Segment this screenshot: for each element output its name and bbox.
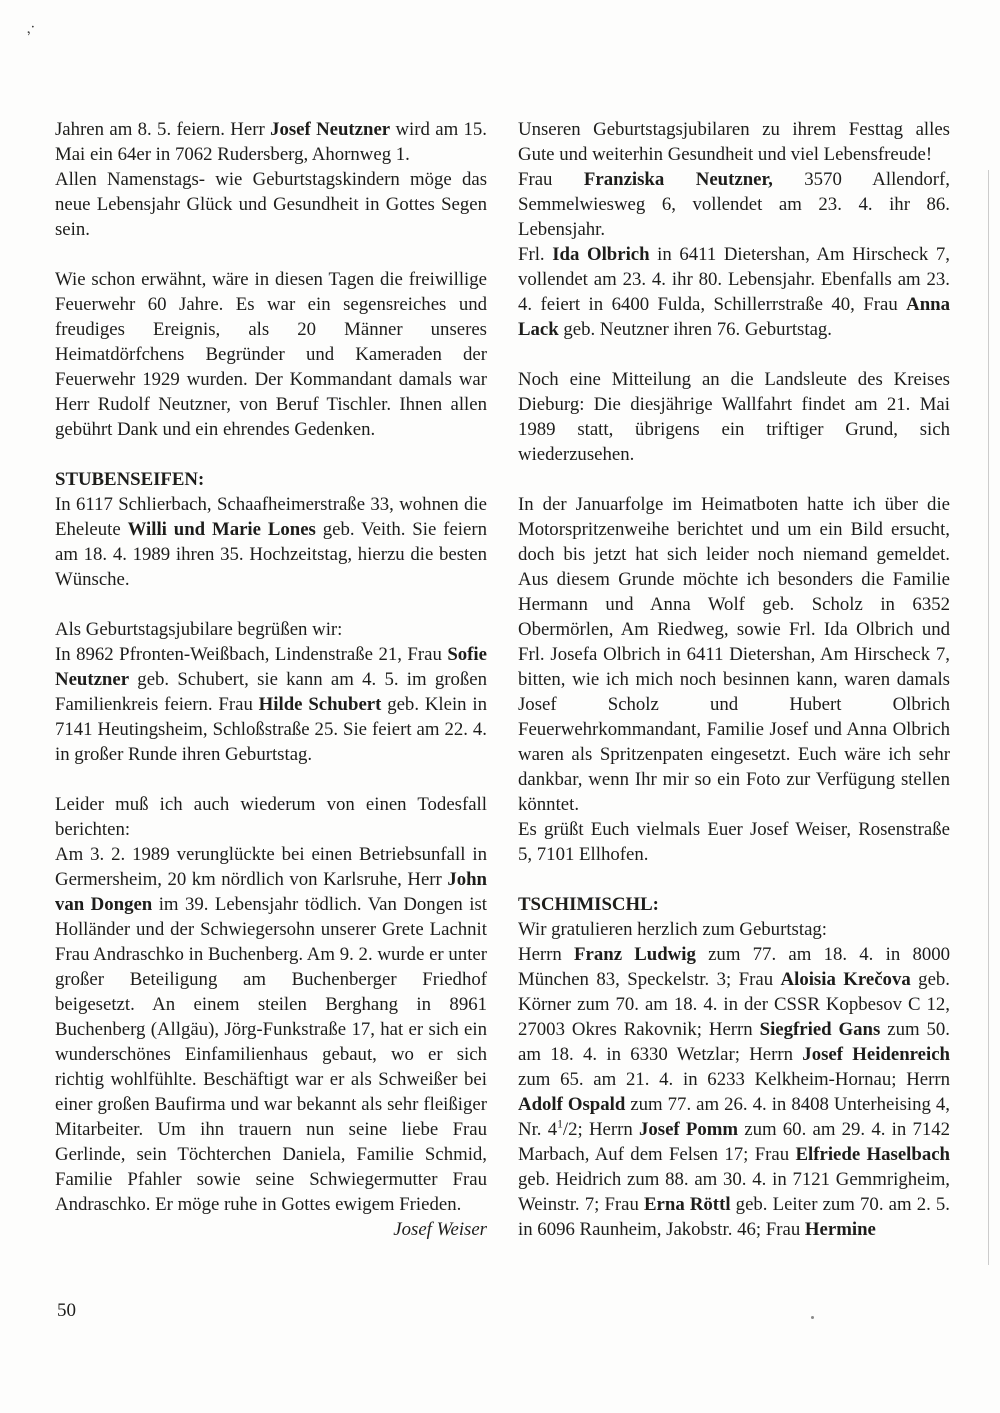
text-run: Unseren Geburtstagsjubilaren zu ihrem Festtag alles Gute und weiterhin Gesundheit und viel Lebensfreude! (518, 119, 950, 165)
text-run: Josef Pomm (638, 1119, 739, 1140)
text-run: Allen Namenstags- wie Geburtstagskindern möge das neue Lebensjahr Glück und Gesundheit in Gottes Segen sein. (55, 169, 487, 240)
paragraph (55, 167, 487, 242)
text-run: geb. Klein in 7141 Heutingsheim, Schloßstraße 25. Sie feiert am 22. 4. in großer Runde ihren Geburtstag. (55, 694, 487, 765)
page-number: 50 (57, 1300, 76, 1321)
text-run: Franz Ludwig (574, 944, 696, 965)
paragraph (518, 167, 950, 242)
text-run: Aloisia Krečova (780, 969, 911, 990)
paragraph (518, 917, 950, 942)
text-run: zum 60. am 29. 4. in 7142 Marbach, Auf dem Felsen 17; Frau (518, 1119, 951, 1165)
text-run: Am 3. 2. 1989 verunglückte bei einen Betriebsunfall in Germersheim, 20 km nördlich von Karlsruhe, Herr (55, 844, 487, 890)
paragraph (518, 367, 950, 467)
paragraph (55, 642, 487, 767)
text-run: Es grüßt Euch vielmals Euer Josef Weiser, Rosenstraße 5, 7101 Ellhofen. (518, 819, 950, 865)
text-run: geb. Heidrich zum 88. am 30. 4. in 7121 Gemmrigheim, Weinstr. 7; Frau (518, 1169, 950, 1215)
text-run: In der Januarfolge im Heimatboten hatte ich über die Motorspritzenweihe berichtet und um ein Bild ersucht, doch bis jetzt hat sich leider noch niemand gemeldet. Aus diesem Grunde möchte ich besonders die Familie Hermann und Anna Wolf geb. Scholz in 6352 Obermörlen, Am Riedweg, sowie Frl. Ida Olbrich und Frl. Josefa Olbrich in 6411 Dietershan, Am Hirscheck 7, bitten, wie ich mich noch besinnen kann, waren damals Josef Scholz und Hubert Olbrich Feuerwehrkommandant, Familie Josef und Anna Olbrich waren als Spritzenpaten eingesetzt. Euch wäre ich sehr dankbar, wenn Ihr mir so ein Foto zur Verfügung stellen könntet. (518, 494, 950, 815)
text-run: geb. Körner zum 70. am 18. 4. in der CSSR Kopbesov C 12, 27003 Okres Rakovnik; Herrn (518, 969, 950, 1040)
text-run: John van Dongen (55, 869, 487, 915)
text-run: 1 (557, 1117, 563, 1131)
text-run: Franziska Neutzner, (583, 169, 773, 190)
paragraph (55, 492, 487, 592)
text-run: Willi und Marie Lones (127, 519, 316, 540)
scan-artifact-mark: ,· (24, 18, 39, 38)
text-run: In 8962 Pfronten-Weißbach, Lindenstraße 21, Frau (55, 644, 448, 665)
text-run: geb. Leiter zum 70. am 2. 5. in 6096 Raunheim, Jakobstr. 46; Frau (518, 1194, 951, 1240)
paragraph (518, 492, 950, 817)
text-run: Jahren am 8. 5. feiern. Herr (55, 119, 271, 140)
paragraph (55, 842, 487, 1217)
text-run: Elfriede Haselbach (795, 1144, 950, 1165)
text-run: Erna Röttl (644, 1194, 731, 1215)
paragraph (55, 617, 487, 642)
text-run: In 6117 Schlierbach, Schaafheimerstraße 33, wohnen die Eheleute (55, 494, 487, 540)
text-run: wird am 15. Mai ein 64er in 7062 Rudersberg, Ahornweg 1. (55, 119, 488, 165)
section-heading (55, 467, 487, 492)
scan-speck-artifact (811, 1316, 814, 1319)
text-run: Anna Lack (518, 294, 950, 340)
text-run: im 39. Lebensjahr tödlich. Van Dongen ist Holländer und der Schwiegersohn unserer Grete Lachnit Frau Andraschko in Buchenberg. Am 9. 2. wurde er unter großer Beteiligung am Buchenberger Friedhof beigesetzt. An einem steilen Berghang in 8961 Buchenberg (Allgäu), Jörg-Funkstraße 17, hat er sich ein wunderschönes Einfamilienhaus gebaut, wo er sich richtig wohlfühlte. Beschäftigt war er als Schweißer bei einer großen Baufirma und war bekannt als sehr fleißiger Mitarbeiter. Um ihn trauern nun seine liebe Frau Gerlinde, sein Töchterchen Daniela, Familie Schmid, Familie Pfahler sowie seine Schwiegermutter Frau Andraschko. Er möge ruhe in Gottes ewigem Frieden. (55, 894, 487, 1215)
paragraph (55, 117, 487, 167)
text-run: Frau (518, 169, 584, 190)
text-run: geb. Schubert, sie kann am 4. 5. im großen Familienkreis feiern. Frau (55, 669, 487, 715)
signature (55, 1217, 487, 1242)
text-run: 3570 Allendorf, Semmelwiesweg 6, vollendet am 23. 4. ihr 86. Lebensjahr. (518, 169, 950, 240)
text-run: Noch eine Mitteilung an die Landsleute des Kreises Dieburg: Die diesjährige Wallfahrt findet am 21. Mai 1989 statt, übrigens ein triftiger Grund, sich wiederzusehen. (518, 369, 950, 465)
text-run: zum 77. am 18. 4. in 8000 München 83, Speckelstr. 3; Frau (518, 944, 951, 990)
text-run: Adolf Ospald (518, 1094, 626, 1115)
text-run: Frl. (518, 244, 553, 265)
text-run: Leider muß ich auch wiederum von einen Todesfall berichten: (55, 794, 487, 840)
paragraph (55, 792, 487, 842)
text-run: zum 65. am 21. 4. in 6233 Kelkheim-Hornau; Herrn (518, 1069, 950, 1090)
text-run: geb. Veith. Sie feiern am 18. 4. 1989 ihren 35. Hochzeitstag, hierzu die besten Wünsche. (55, 519, 487, 590)
text-run: Siegfried Gans (759, 1019, 881, 1040)
text-run: Josef Weiser (393, 1219, 487, 1240)
text-run: Josef Heidenreich (802, 1044, 950, 1065)
text-run: Hermine (804, 1219, 876, 1240)
text-run: Sofie Neutzner (55, 644, 487, 690)
paragraph (55, 267, 487, 442)
text-run: STUBENSEIFEN: (55, 469, 205, 490)
right-column (518, 117, 950, 1242)
scan-edge-line-artifact (988, 170, 989, 1265)
text-run: in 6411 Dietershan, Am Hirscheck 7, vollendet am 23. 4. ihr 80. Lebensjahr. Ebenfalls am 23. 4. feiert in 6400 Fulda, Schillerrstraße 40, Frau (518, 244, 951, 315)
text-columns (55, 117, 950, 1242)
text-run: Wie schon erwähnt, wäre in diesen Tagen die freiwillige Feuerwehr 60 Jahre. Es war ein segensreiches und freudiges Ereignis, als 20 Männer unseres Heimatdörfchens Begründer und Kameraden der Feuerwehr 1929 wurden. Der Kommandant damals war Herr Rudolf Neutzner, von Beruf Tischler. Ihnen allen gebührt Dank und ein ehrendes Gedenken. (55, 269, 487, 440)
paragraph (518, 817, 950, 867)
text-run: TSCHIMISCHL: (518, 894, 659, 915)
text-run: Ida Olbrich (552, 244, 650, 265)
text-run: Wir gratulieren herzlich zum Geburtstag: (518, 919, 828, 940)
paragraph (518, 117, 950, 167)
text-run: /2; Herrn (562, 1119, 639, 1140)
text-run: Herrn (518, 944, 575, 965)
text-run: zum 50. am 18. 4. in 6330 Wetzlar; Herrn (518, 1019, 951, 1065)
text-run: geb. Neutzner ihren 76. Geburtstag. (558, 319, 832, 340)
text-run: Als Geburtstagsjubilare begrüßen wir: (55, 619, 343, 640)
paragraph (518, 942, 950, 1242)
text-run: zum 77. am 26. 4. in 8408 Unterheising 4, Nr. 4 (518, 1094, 951, 1140)
paragraph (518, 242, 950, 342)
left-column (55, 117, 487, 1242)
text-run: Hilde Schubert (258, 694, 382, 715)
section-heading (518, 892, 950, 917)
text-run: Josef Neutzner (270, 119, 391, 140)
